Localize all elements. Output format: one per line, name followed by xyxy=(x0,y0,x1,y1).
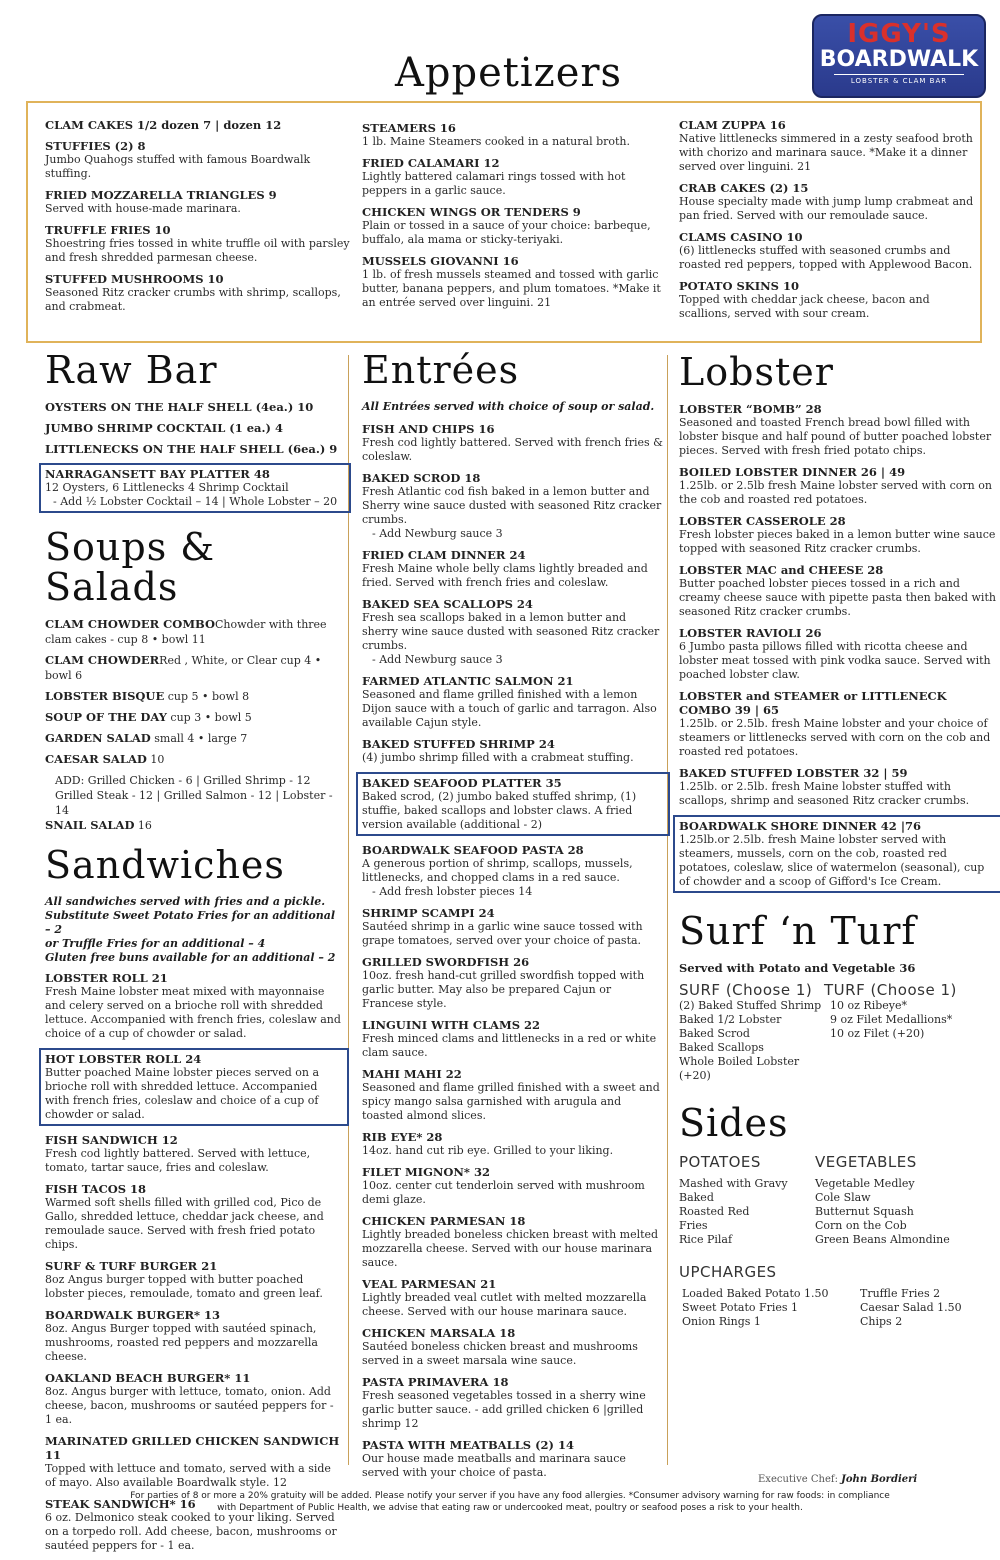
menu-item xyxy=(362,156,667,198)
menu-item-desc: 8oz. Angus Burger topped with sautéed spinach, mushrooms, roasted red peppers and mozzarella cheese. xyxy=(45,1322,318,1363)
menu-item-desc: Sautéed boneless chicken breast and mushrooms served in a sweet marsala wine sauce. xyxy=(362,1340,638,1367)
soups-title: Soups & Salads xyxy=(45,525,216,609)
sandwich-note: Substitute Sweet Potato Fries for an additional – 2 xyxy=(45,909,336,936)
menu-item xyxy=(362,471,664,541)
platter-name: NARRAGANSETT BAY PLATTER 48 xyxy=(45,467,270,481)
appetizers-col3 xyxy=(679,118,984,328)
menu-item-name: MUSSELS GIOVANNI 16 xyxy=(362,254,519,268)
menu-item xyxy=(45,689,343,704)
sides-grid xyxy=(679,1153,997,1247)
list-item: Cole Slaw xyxy=(815,1191,871,1204)
menu-item-desc: Fresh cod lightly battered. Served with lettuce, tomato, tartar sauce, fries and coleslaw. xyxy=(45,1147,311,1174)
menu-item-desc: Baked scrod, (2) jumbo baked stuffed shrimp, (1) stuffie, baked scallops and lobster claws. A fried version available (additional - 2) xyxy=(362,790,637,831)
potatoes-heading: POTATOES xyxy=(679,1153,761,1171)
menu-item xyxy=(362,1165,664,1207)
upcharges-heading: UPCHARGES xyxy=(679,1263,777,1281)
menu-item-name: CRAB CAKES (2) 15 xyxy=(679,181,809,195)
menu-item-desc: Lightly breaded veal cutlet with melted mozzarella cheese. Served with our house marinara sauce. xyxy=(362,1291,647,1318)
menu-item-name: LOBSTER BISQUE xyxy=(45,689,165,703)
list-item: Baked Scallops xyxy=(679,1041,764,1054)
menu-item-name: CLAMS CASINO 10 xyxy=(679,230,803,244)
menu-item xyxy=(679,563,997,619)
sandwich-note: Gluten free buns available for an additional – 2 xyxy=(45,951,336,964)
surf-turf-choices xyxy=(679,981,997,1083)
menu-item xyxy=(679,402,997,458)
menu-item-name: CLAM CHOWDER COMBO xyxy=(45,617,215,631)
chef-label: Executive Chef: xyxy=(758,1474,838,1485)
menu-item-desc: Fresh Maine whole belly clams lightly breaded and fried. Served with french fries and coleslaw. xyxy=(362,562,648,589)
menu-item-desc: Fresh lobster pieces baked in a lemon butter wine sauce topped with seasoned Ritz cracker crumbs. xyxy=(679,528,996,555)
sandwich-notes xyxy=(45,895,343,965)
menu-item-name: LITTLENECKS ON THE HALF SHELL (6ea.) 9 xyxy=(45,442,338,456)
menu-item xyxy=(673,815,1000,893)
menu-item xyxy=(362,1375,664,1431)
menu-item-name: BOARDWALK SHORE DINNER 42 |76 xyxy=(679,819,921,833)
potatoes-block xyxy=(679,1153,815,1247)
menu-item-name: SNAIL SALAD xyxy=(45,818,135,832)
upcharges-grid xyxy=(679,1287,997,1329)
menu-item-desc: Seasoned Ritz cracker crumbs with shrimp, scallops, and crabmeat. xyxy=(45,286,341,313)
menu-item-name: BAKED SEAFOOD PLATTER 35 xyxy=(362,776,562,790)
menu-item-desc: Lightly battered calamari rings tossed with hot peppers in a garlic sauce. xyxy=(362,170,626,197)
menu-item xyxy=(362,254,667,310)
menu-item-name: VEAL PARMESAN 21 xyxy=(362,1277,497,1291)
column-divider-right xyxy=(667,355,668,1465)
menu-item-desc: Fresh seasoned vegetables tossed in a sherry wine garlic butter sauce. - add grilled chicken 6 |grilled shrimp 12 xyxy=(362,1389,646,1430)
list-item: (2) Baked Stuffed Shrimp xyxy=(679,999,822,1012)
menu-item-name: SURF & TURF BURGER 21 xyxy=(45,1259,218,1273)
menu-item-desc: 10oz. fresh hand-cut grilled swordfish topped with garlic butter. May also be prepared Cajun or Francese style. xyxy=(362,969,645,1010)
menu-item-desc: Sautéed shrimp in a garlic wine sauce tossed with grape tomatoes, served over your choice of pasta. xyxy=(362,920,643,947)
menu-item-name: FISH AND CHIPS 16 xyxy=(362,422,495,436)
menu-item-desc: Topped with cheddar jack cheese, bacon and scallions, served with sour cream. xyxy=(679,293,930,320)
list-item: Onion Rings 1 xyxy=(682,1315,761,1328)
menu-item-desc: Seasoned and flame grilled finished with a sweet and spicy mango salsa garnished with arugula and toasted almond slices. xyxy=(362,1081,660,1122)
platter-add: - Add ½ Lobster Cocktail – 14 | Whole Lobster – 20 xyxy=(53,495,338,508)
menu-item-name: PASTA PRIMAVERA 18 xyxy=(362,1375,509,1389)
vegetables-list xyxy=(815,1177,975,1247)
surf-choices xyxy=(679,981,824,1083)
menu-item-name: STEAMERS 16 xyxy=(362,121,456,135)
menu-item-desc: Butter poached lobster pieces tossed in a rich and creamy cheese sauce with pipette pasta then baked with seasoned Ritz cracker crumbs. xyxy=(679,577,996,618)
turf-heading: TURF (Choose 1) xyxy=(824,981,957,999)
menu-item xyxy=(362,1018,664,1060)
menu-item xyxy=(362,121,667,149)
menu-item-name: SOUP OF THE DAY xyxy=(45,710,167,724)
menu-item-name: LINGUINI WITH CLAMS 22 xyxy=(362,1018,541,1032)
menu-item xyxy=(45,617,343,647)
surf-list xyxy=(679,999,824,1083)
menu-item xyxy=(45,818,343,833)
menu-item xyxy=(362,205,667,247)
appetizers-col2 xyxy=(362,121,667,317)
surf-turf-title: Surf ‘n Turf xyxy=(679,909,917,953)
menu-item-name: SHRIMP SCAMPI 24 xyxy=(362,906,495,920)
list-item: Fries xyxy=(679,1219,708,1232)
menu-item-line xyxy=(45,710,343,725)
menu-item-name: GARDEN SALAD xyxy=(45,731,151,745)
menu-item xyxy=(45,223,350,265)
list-item: Corn on the Cob xyxy=(815,1219,907,1232)
menu-item xyxy=(45,752,343,767)
menu-item-name: LOBSTER RAVIOLI 26 xyxy=(679,626,822,640)
list-item: Caesar Salad 1.50 xyxy=(860,1301,962,1314)
surf-heading: SURF (Choose 1) xyxy=(679,981,813,999)
menu-item xyxy=(362,1130,664,1158)
menu-item-desc: 1.25lb. or 2.5lb. fresh Maine lobster stuffed with scallops, shrimp and seasoned Ritz cracker crumbs. xyxy=(679,780,970,807)
menu-item xyxy=(679,626,997,682)
menu-item-name: BAKED SCROD 18 xyxy=(362,471,481,485)
menu-item-desc: 1.25lb.or 2.5lb. fresh Maine lobster served with steamers, mussels, corn on the cob, roasted red potatoes, coleslaw, slice of watermelon (seasonal), cup of chowder and a scoop of Gifford's Ice Cream. xyxy=(679,833,985,888)
menu-item-name: LOBSTER ROLL 21 xyxy=(45,971,168,985)
menu-item-name: BAKED STUFFED SHRIMP 24 xyxy=(362,737,555,751)
menu-item-name: CHICKEN PARMESAN 18 xyxy=(362,1214,526,1228)
menu-item xyxy=(679,514,997,556)
menu-item-name: FRIED CLAM DINNER 24 xyxy=(362,548,526,562)
menu-item-name: OYSTERS ON THE HALF SHELL (4ea.) 10 xyxy=(45,400,314,414)
upcharges-right xyxy=(860,1287,990,1329)
menu-item xyxy=(362,843,664,899)
menu-item xyxy=(45,788,343,818)
menu-item-name: STEAK SANDWICH* 16 xyxy=(45,1497,196,1511)
menu-item-name: BAKED STUFFED LOBSTER 32 | 59 xyxy=(679,766,908,780)
menu-item xyxy=(362,1067,664,1123)
turf-list xyxy=(824,999,974,1041)
menu-item xyxy=(45,1371,343,1427)
column-divider-left xyxy=(348,355,349,1465)
menu-item-desc: cup 3 • bowl 5 xyxy=(166,711,252,724)
menu-item-desc: 1 lb. of fresh mussels steamed and tossed with garlic butter, banana peppers, and plum tomatoes. *Make it an entrée served over linguini. 21 xyxy=(362,268,661,309)
menu-item-line xyxy=(45,773,343,788)
list-item: Baked 1/2 Lobster xyxy=(679,1013,782,1026)
sides-title: Sides xyxy=(679,1101,789,1145)
menu-item xyxy=(45,118,350,132)
menu-item xyxy=(45,188,350,216)
list-item: Loaded Baked Potato 1.50 xyxy=(682,1287,829,1300)
menu-item xyxy=(362,422,664,464)
list-item: Roasted Red xyxy=(679,1205,750,1218)
menu-item-desc: Native littlenecks simmered in a zesty seafood broth with chorizo and marinara sauce. *Make it a dinner served over linguini. 21 xyxy=(679,132,973,173)
list-item: Baked Scrod xyxy=(679,1027,750,1040)
menu-item xyxy=(679,118,984,174)
logo-line2: BOARDWALK xyxy=(819,47,979,72)
menu-item-name: CAESAR SALAD xyxy=(45,752,147,766)
sandwiches-title: Sandwiches xyxy=(45,843,285,887)
menu-item-name: BOARDWALK BURGER* 13 xyxy=(45,1308,221,1322)
menu-item-desc: Grilled Steak - 12 | Grilled Salmon - 12 | Lobster - 14 xyxy=(55,789,333,817)
menu-item-desc: (4) jumbo shrimp filled with a crabmeat stuffing. xyxy=(362,751,634,764)
soups-list xyxy=(45,617,343,833)
menu-item-line xyxy=(45,653,343,683)
middle-column xyxy=(362,350,664,1487)
menu-item-name: CLAM ZUPPA 16 xyxy=(679,118,786,132)
menu-item-name: CHICKEN MARSALA 18 xyxy=(362,1326,516,1340)
menu-item-name: CHICKEN WINGS OR TENDERS 9 xyxy=(362,205,581,219)
menu-item-desc: Fresh Maine lobster meat mixed with mayonnaise and celery served on a brioche roll with shredded lettuce. Accompanied with french fries, coleslaw and choice of a cup of chowder or salad. xyxy=(45,985,341,1040)
vegetables-heading: VEGETABLES xyxy=(815,1153,917,1171)
menu-item-name: POTATO SKINS 10 xyxy=(679,279,799,293)
menu-item xyxy=(362,1326,664,1368)
menu-item-line xyxy=(45,731,343,746)
entrees-note: All Entrées served with choice of soup or salad. xyxy=(362,400,655,413)
logo-line3: LOBSTER & CLAM BAR xyxy=(834,74,964,87)
turf-choices xyxy=(824,981,974,1083)
menu-item-desc: Fresh cod lightly battered. Served with french fries & coleslaw. xyxy=(362,436,663,463)
menu-item-desc: 8oz. Angus burger with lettuce, tomato, onion. Add cheese, bacon, mushrooms or sautéed peppers for - 1 ea. xyxy=(45,1385,334,1426)
lobster-list xyxy=(679,402,997,893)
menu-item-name: TRUFFLE FRIES 10 xyxy=(45,223,171,237)
sandwich-note: All sandwiches served with fries and a pickle. xyxy=(45,895,326,908)
menu-item-desc: 6 Jumbo pasta pillows filled with ricotta cheese and lobster meat tossed with pink vodka sauce. Served with poached lobster claw. xyxy=(679,640,991,681)
appetizers-title: Appetizers xyxy=(395,50,623,96)
menu-item-desc: (6) littlenecks stuffed with seasoned crumbs and roasted red peppers, topped with Applewood Bacon. xyxy=(679,244,973,271)
narragansett-platter xyxy=(39,463,351,513)
menu-item-name: BOILED LOBSTER DINNER 26 | 49 xyxy=(679,465,906,479)
footer-disclaimer: For parties of 8 or more a 20% gratuity will be added. Please notify your server if you have any food allergies. *Consumer advisory warning for raw foods: in compliance with Department of Public Health, we advise that eating raw or undercooked meat, poultry or seafood poses a risk to your health. xyxy=(130,1491,890,1513)
menu-item-name: OAKLAND BEACH BURGER* 11 xyxy=(45,1371,251,1385)
list-item: Mashed with Gravy xyxy=(679,1177,788,1190)
menu-item xyxy=(45,653,343,683)
logo-line1: IGGY'S xyxy=(847,19,951,49)
platter-desc: 12 Oysters, 6 Littlenecks 4 Shrimp Cocktail xyxy=(45,481,289,494)
menu-item-desc: Butter poached Maine lobster pieces served on a brioche roll with shredded lettuce. Accompanied with french fries, coleslaw and choice of a cup of chowder or salad. xyxy=(45,1066,320,1121)
menu-item-line xyxy=(45,788,343,818)
menu-item xyxy=(45,1308,343,1364)
menu-item-addon: - Add Newburg sauce 3 xyxy=(372,653,503,666)
menu-item xyxy=(45,773,343,788)
menu-item-desc: Seasoned and toasted French bread bowl filled with lobster bisque and half pound of butter poached lobster pieces. Served with fresh fried potato chips. xyxy=(679,416,992,457)
menu-item-desc: Fresh sea scallops baked in a lemon butter and sherry wine sauce dusted with seasoned Ritz cracker crumbs. xyxy=(362,611,660,652)
list-item: 10 oz Ribeye* xyxy=(830,999,907,1012)
menu-item-name: LOBSTER MAC and CHEESE 28 xyxy=(679,563,884,577)
menu-item xyxy=(679,689,997,759)
left-column xyxy=(45,350,343,1560)
menu-item-name: FRIED MOZZARELLA TRIANGLES 9 xyxy=(45,188,277,202)
menu-item xyxy=(679,230,984,272)
list-item: 9 oz Filet Medallions* xyxy=(830,1013,953,1026)
menu-item xyxy=(45,421,343,435)
list-item: Truffle Fries 2 xyxy=(860,1287,941,1300)
menu-item-name: RIB EYE* 28 xyxy=(362,1130,443,1144)
vegetables-block xyxy=(815,1153,975,1247)
menu-item xyxy=(45,400,343,414)
right-column xyxy=(679,352,997,1329)
menu-item-addon: - Add Newburg sauce 3 xyxy=(372,527,503,540)
menu-item-name: FILET MIGNON* 32 xyxy=(362,1165,490,1179)
menu-item-name: JUMBO SHRIMP COCKTAIL (1 ea.) 4 xyxy=(45,421,283,435)
menu-item-desc: Fresh Atlantic cod fish baked in a lemon butter and Sherry wine sauce dusted with seasoned Ritz cracker crumbs. xyxy=(362,485,662,526)
menu-item-desc: 10 xyxy=(146,753,165,766)
menu-item-desc: House specialty made with jump lump crabmeat and pan fried. Served with our remoulade sauce. xyxy=(679,195,974,222)
menu-item xyxy=(362,674,664,730)
raw-bar-title: Raw Bar xyxy=(45,348,218,392)
raw-bar-list xyxy=(45,400,343,456)
menu-item xyxy=(45,139,350,181)
menu-item xyxy=(679,766,997,808)
menu-item-name: FARMED ATLANTIC SALMON 21 xyxy=(362,674,574,688)
menu-item-name: FRIED CALAMARI 12 xyxy=(362,156,500,170)
menu-item xyxy=(45,272,350,314)
menu-item-desc: Plain or tossed in a sauce of your choice: barbeque, buffalo, ala mama or sticky-teriyaki. xyxy=(362,219,651,246)
menu-item-name: LOBSTER and STEAMER or LITTLENECK COMBO 39 | 65 xyxy=(679,689,947,717)
menu-item xyxy=(45,1434,343,1490)
menu-item-desc: 1.25lb. or 2.5lb. fresh Maine lobster and your choice of steamers or littlenecks served with corn on the cob and roasted red potatoes. xyxy=(679,717,991,758)
menu-item xyxy=(45,442,343,456)
list-item: Green Beans Almondine xyxy=(815,1233,950,1246)
menu-item xyxy=(45,1182,343,1252)
menu-item-name: CLAM CHOWDER xyxy=(45,653,160,667)
menu-item-desc: Fresh minced clams and littlenecks in a red or white clam sauce. xyxy=(362,1032,657,1059)
list-item: Sweet Potato Fries 1 xyxy=(682,1301,799,1314)
menu-item-name: GRILLED SWORDFISH 26 xyxy=(362,955,530,969)
sandwiches-list xyxy=(45,971,343,1553)
menu-item-name: MARINATED GRILLED CHICKEN SANDWICH 11 xyxy=(45,1434,340,1462)
menu-item-desc: cup 5 • bowl 8 xyxy=(164,690,250,703)
appetizers-col1 xyxy=(45,118,350,321)
menu-item xyxy=(362,1214,664,1270)
menu-item xyxy=(45,971,343,1041)
list-item: Vegetable Medley xyxy=(815,1177,915,1190)
menu-item-name: MAHI MAHI 22 xyxy=(362,1067,462,1081)
entrees-title: Entrées xyxy=(362,348,520,392)
menu-item xyxy=(679,181,984,223)
menu-item-desc: Jumbo Quahogs stuffed with famous Boardwalk stuffing. xyxy=(45,153,311,180)
menu-item-desc: A generous portion of shrimp, scallops, mussels, littlenecks, and chopped clams in a red sauce. xyxy=(362,857,633,884)
menu-item-desc: 10oz. center cut tenderloin served with mushroom demi glaze. xyxy=(362,1179,645,1206)
menu-item-line xyxy=(45,617,343,647)
list-item: Whole Boiled Lobster (+20) xyxy=(679,1055,800,1082)
list-item: Butternut Squash xyxy=(815,1205,914,1218)
menu-item-name: FISH SANDWICH 12 xyxy=(45,1133,178,1147)
lobster-title: Lobster xyxy=(679,350,834,394)
menu-item xyxy=(362,737,664,765)
menu-item-desc: 8oz Angus burger topped with butter poached lobster pieces, remoulade, tomato and green leaf. xyxy=(45,1273,323,1300)
list-item: Baked xyxy=(679,1191,714,1204)
menu-item-desc: Red , White, or Clear cup 4 • bowl 6 xyxy=(45,654,322,682)
menu-item xyxy=(362,906,664,948)
menu-item-name: STUFFIES (2) 8 xyxy=(45,139,146,153)
menu-item-desc: Topped with lettuce and tomato, served with a side of mayo. Also available Boardwalk style. 12 xyxy=(45,1462,331,1489)
potatoes-list xyxy=(679,1177,815,1247)
menu-item-desc: Our house made meatballs and marinara sauce served with your choice of pasta. xyxy=(362,1452,626,1479)
menu-item-desc: 1 lb. Maine Steamers cooked in a natural broth. xyxy=(362,135,631,148)
list-item: 10 oz Filet (+20) xyxy=(830,1027,925,1040)
menu-item-line xyxy=(45,689,343,704)
menu-item-name: HOT LOBSTER ROLL 24 xyxy=(45,1052,202,1066)
menu-item xyxy=(356,772,670,836)
menu-item-desc: 1.25lb. or 2.5lb fresh Maine lobster served with corn on the cob and roasted red potatoes. xyxy=(679,479,992,506)
menu-item xyxy=(45,1259,343,1301)
menu-item xyxy=(45,710,343,725)
menu-item xyxy=(362,1438,664,1480)
menu-item-desc: 6 oz. Delmonico steak cooked to your liking. Served on a torpedo roll. Add cheese, bacon, mushrooms or sautéed peppers for - 1 ea. xyxy=(45,1511,337,1552)
list-item: Chips 2 xyxy=(860,1315,903,1328)
menu-item-desc: Shoestring fries tossed in white truffle oil with parsley and fresh shredded parmesan cheese. xyxy=(45,237,350,264)
menu-item xyxy=(45,731,343,746)
menu-item-name: CLAM CAKES 1/2 dozen 7 | dozen 12 xyxy=(45,118,282,132)
menu-item-name: FISH TACOS 18 xyxy=(45,1182,147,1196)
menu-item-desc: Served with house-made marinara. xyxy=(45,202,241,215)
menu-item-name: PASTA WITH MEATBALLS (2) 14 xyxy=(362,1438,574,1452)
menu-item-desc: Lightly breaded boneless chicken breast with melted mozzarella cheese. Served with our house marinara sauce. xyxy=(362,1228,659,1269)
menu-item-name: LOBSTER CASSEROLE 28 xyxy=(679,514,846,528)
menu-item xyxy=(362,548,664,590)
chef-name: John Bordieri xyxy=(841,1474,918,1485)
list-item: Rice Pilaf xyxy=(679,1233,733,1246)
menu-item-name: LOBSTER “BOMB” 28 xyxy=(679,402,822,416)
menu-item xyxy=(362,597,664,667)
upcharges-left xyxy=(679,1287,860,1329)
entrees-list xyxy=(362,422,664,1480)
menu-item xyxy=(39,1048,349,1126)
sandwich-note: or Truffle Fries for an additional – 4 xyxy=(45,937,266,950)
menu-item-addon: - Add fresh lobster pieces 14 xyxy=(372,885,533,898)
menu-item xyxy=(679,465,997,507)
menu-item xyxy=(362,955,664,1011)
menu-item-desc: ADD: Grilled Chicken - 6 | Grilled Shrimp - 12 xyxy=(55,774,311,787)
menu-item xyxy=(362,1277,664,1319)
menu-item-line xyxy=(45,818,343,833)
menu-item-line xyxy=(45,752,343,767)
menu-item-desc: Seasoned and flame grilled finished with a lemon Dijon sauce with a touch of garlic and tarragon. Also available Cajun style. xyxy=(362,688,657,729)
restaurant-logo xyxy=(812,14,986,98)
menu-item-desc: 14oz. hand cut rib eye. Grilled to your liking. xyxy=(362,1144,614,1157)
executive-chef xyxy=(758,1474,917,1485)
menu-item-desc: small 4 • large 7 xyxy=(150,732,248,745)
surf-turf-note: Served with Potato and Vegetable 36 xyxy=(679,961,916,975)
menu-item-name: BOARDWALK SEAFOOD PASTA 28 xyxy=(362,843,584,857)
menu-item xyxy=(679,279,984,321)
menu-item-desc: Chowder with three clam cakes - cup 8 • bowl 11 xyxy=(45,618,327,646)
menu-item-desc: Warmed soft shells filled with grilled cod, Pico de Gallo, shredded lettuce, cheddar jack cheese, and remoulade sauce. Served with fresh fried potato chips. xyxy=(45,1196,324,1251)
menu-item-desc: 16 xyxy=(134,819,152,832)
menu-item-name: STUFFED MUSHROOMS 10 xyxy=(45,272,224,286)
menu-item xyxy=(45,1133,343,1175)
menu-item-name: BAKED SEA SCALLOPS 24 xyxy=(362,597,533,611)
